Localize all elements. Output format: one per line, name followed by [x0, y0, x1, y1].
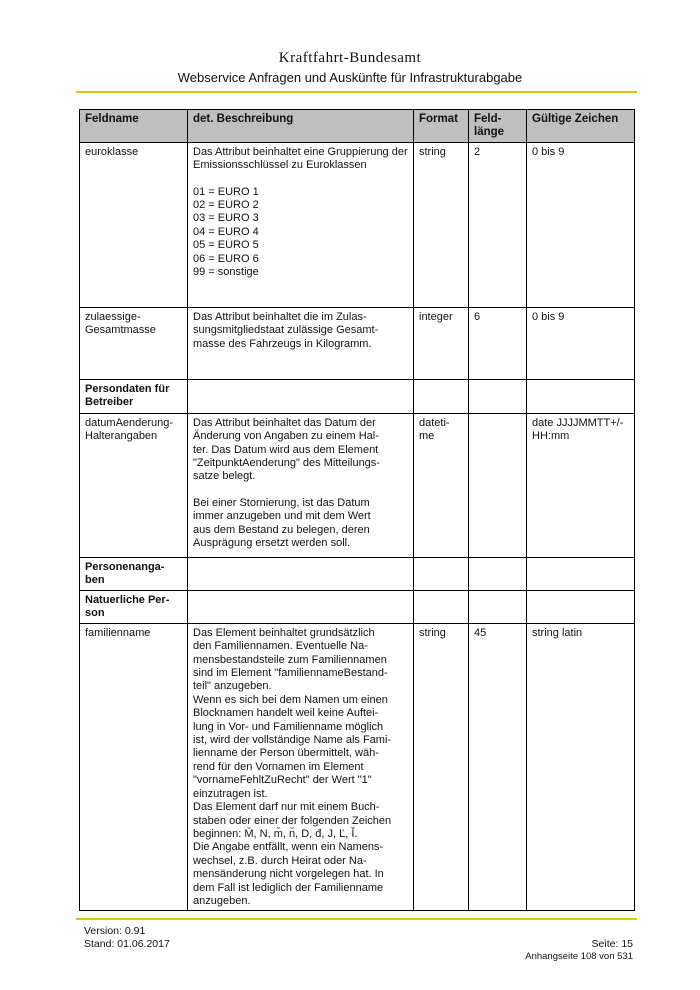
section-label: Personenanga- ben — [80, 557, 188, 590]
empty-cell — [469, 590, 527, 623]
empty-cell — [527, 557, 635, 590]
table-row — [80, 623, 635, 911]
empty-cell — [414, 379, 469, 413]
cell-feldname: euroklasse — [80, 142, 188, 307]
empty-cell — [188, 557, 414, 590]
table-row — [80, 307, 635, 379]
cell-laenge: 6 — [469, 307, 527, 379]
empty-cell — [527, 590, 635, 623]
cell-beschreibung — [188, 623, 414, 911]
field-table — [79, 109, 635, 911]
cell-beschreibung — [188, 307, 414, 379]
section-row — [80, 590, 635, 623]
footer-rule — [76, 918, 637, 920]
cell-feldname: datumAenderung- Halterangaben — [80, 413, 188, 557]
cell-zeichen: 0 bis 9 — [527, 142, 635, 307]
cell-zeichen: string latin — [527, 623, 635, 911]
desc-paragraph: Bei einer Stornierung, ist das Datum immer anzugeben und mit dem Wert aus dem Bestand zu belegen, deren Ausprägung ersetzt werden soll. — [193, 496, 371, 550]
empty-cell — [188, 590, 414, 623]
cell-laenge: 2 — [469, 142, 527, 307]
cell-format: integer — [414, 307, 469, 379]
empty-cell — [188, 379, 414, 413]
col-feldname: Feldname — [80, 110, 188, 143]
cell-feldname: familienname — [80, 623, 188, 911]
col-beschreibung: det. Beschreibung — [188, 110, 414, 143]
organization-title: Kraftfahrt-Bundesamt — [278, 50, 422, 66]
empty-cell — [414, 590, 469, 623]
cell-beschreibung — [188, 142, 414, 307]
desc-paragraph: Das Attribut beinhaltet eine Gruppierung der Emissionsschlüssel zu Euroklassen — [193, 145, 408, 172]
cell-format: string — [414, 142, 469, 307]
section-label: Natuerliche Per- son — [80, 590, 188, 623]
page-number: Seite: 15 — [591, 938, 633, 950]
appendix-page: Anhangseite 108 von 531 — [525, 951, 633, 962]
cell-zeichen: 0 bis 9 — [527, 307, 635, 379]
stand-label: Stand: 01.06.2017 — [84, 938, 170, 950]
col-format: Format — [414, 110, 469, 143]
empty-cell — [527, 379, 635, 413]
header-rule — [76, 91, 637, 93]
version-label: Version: 0.91 — [84, 925, 146, 937]
table-header-row — [80, 110, 635, 143]
empty-cell — [414, 557, 469, 590]
table-row — [80, 142, 635, 307]
section-row — [80, 379, 635, 413]
cell-laenge — [469, 413, 527, 557]
empty-cell — [469, 557, 527, 590]
desc-paragraph: Die Angabe entfällt, wenn ein Namens- wechsel, z.B. durch Heirat oder Na- mensänderung nicht vorgelegen hat. In dem Fall ist lediglich der Familienname anzugeben. — [193, 841, 384, 907]
section-label: Persondaten für Betreiber — [80, 379, 188, 413]
col-laenge: Feld- länge — [469, 110, 527, 143]
document-subtitle: Webservice Anfragen und Auskünfte für Infrastrukturabgabe — [177, 70, 523, 85]
desc-paragraph: 01 = EURO 1 02 = EURO 2 03 = EURO 3 04 = EURO 4 05 = EURO 5 06 = EURO 6 99 = sonstige — [193, 185, 259, 279]
desc-paragraph: Das Attribut beinhaltet das Datum der Änderung von Angaben zu einem Hal- ter. Das Datum wird aus dem Element "ZeitpunktAenderung" des Mitteilungs- satze belegt. — [193, 416, 380, 483]
cell-beschreibung — [188, 413, 414, 557]
cell-zeichen: date JJJJMMTT+/- HH:mm — [527, 413, 635, 557]
col-zeichen: Gültige Zeichen — [527, 110, 635, 143]
section-row — [80, 557, 635, 590]
desc-paragraph: Wenn es sich bei dem Namen um einen Blocknamen handelt weil keine Auftei- lung in Vor- und Familienname möglich ist, wird der vollständige Name als Fami- lienname der Person übermittelt, wäh- rend für den Vornamen im Element "vornameFehltZuRecht" der Wert "1" einzutragen ist. — [193, 693, 392, 800]
cell-format: string — [414, 623, 469, 911]
desc-paragraph: Das Element darf nur mit einem Buch- staben oder einer der folgenden Zeichen beginnen: M̆, N, m̆, n̆, D, đ, J, Ľ, Ǐ. — [193, 801, 392, 840]
desc-paragraph: Das Attribut beinhaltet die im Zulas- sungsmitgliedstaat zulässige Gesamt- masse des Fahrzeugs in Kilogramm. — [193, 310, 379, 350]
desc-paragraph: Das Element beinhaltet grundsätzlich den Familiennamen. Eventuelle Na- mensbestandsteile zum Familiennamen sind im Element "familiennameBestand- teil" anzugeben. — [193, 626, 388, 693]
empty-cell — [469, 379, 527, 413]
cell-laenge: 45 — [469, 623, 527, 911]
table-row — [80, 413, 635, 557]
cell-format: dateti- me — [414, 413, 469, 557]
cell-feldname: zulaessige- Gesamtmasse — [80, 307, 188, 379]
